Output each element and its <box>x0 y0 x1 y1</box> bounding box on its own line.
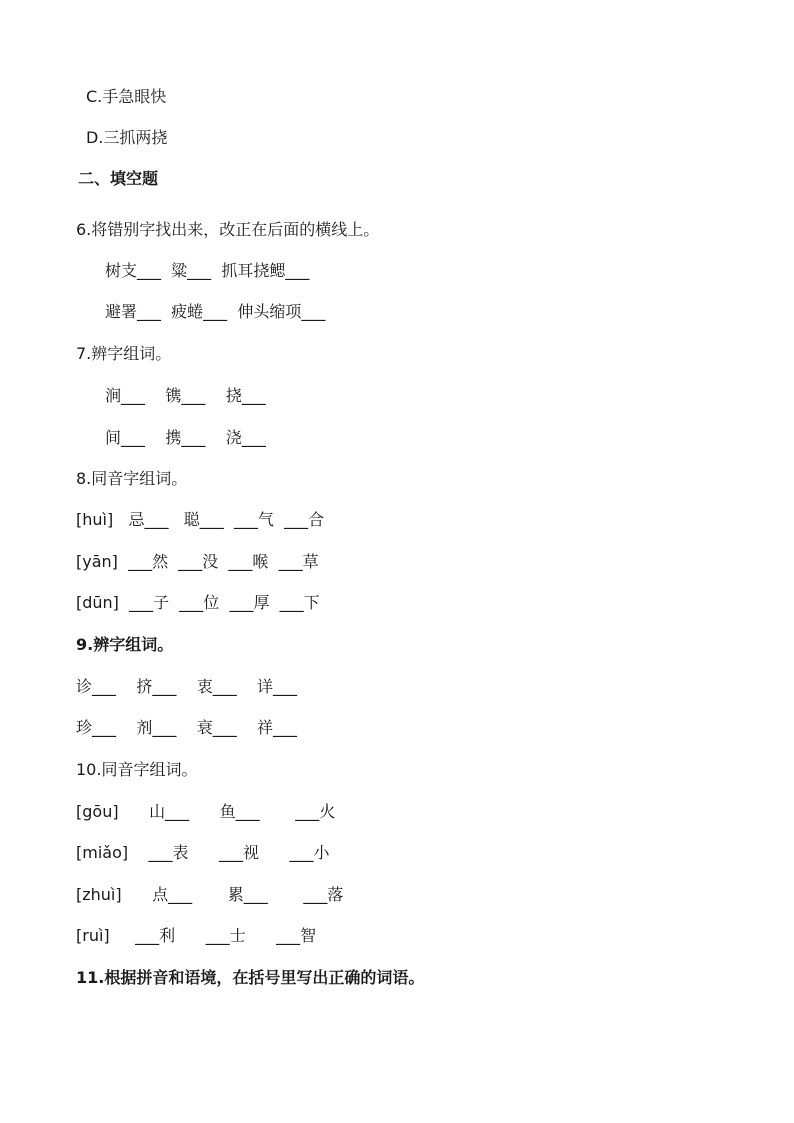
section-heading: 二、填空题 <box>78 169 159 188</box>
question-8-prompt: 8.同音字组词。 <box>76 469 188 488</box>
option-d: D.三抓两挠 <box>86 128 168 147</box>
question-10-row-gou: [gōu] 山___ 鱼___ ___火 <box>76 802 336 821</box>
question-8-row-dun: [dūn] ___子 ___位 ___厚 ___下 <box>76 593 320 612</box>
question-10-row-zhui: [zhuì] 点___ 累___ ___落 <box>76 885 344 904</box>
question-7-row-2: 间___ 携___ 浇___ <box>105 428 266 447</box>
question-6-prompt: 6.将错别字找出来，改正在后面的横线上。 <box>76 220 380 239</box>
question-10-row-rui: [ruì] ___利 ___士 ___智 <box>76 926 317 945</box>
question-6-row-2: 避署___ 疲蜷___ 伸头缩项___ <box>105 302 326 321</box>
question-11-prompt: 11.根据拼音和语境，在括号里写出正确的词语。 <box>76 968 425 987</box>
question-6-row-1: 树支___ 粱___ 抓耳挠鳃___ <box>105 261 310 280</box>
question-9-row-2: 珍___ 剂___ 衰___ 祥___ <box>76 718 298 737</box>
question-10-prompt: 10.同音字组词。 <box>76 760 198 779</box>
option-c: C.手急眼快 <box>86 87 167 106</box>
question-8-row-hui: [huì] 忌___ 聪___ ___气 ___合 <box>76 510 325 529</box>
question-8-row-yan: [yān] ___然 ___没 ___喉 ___草 <box>76 552 319 571</box>
question-10-row-miao: [miǎo] ___表 ___视 ___小 <box>76 843 330 862</box>
question-9-prompt: 9.辨字组词。 <box>76 635 174 654</box>
question-7-prompt: 7.辨字组词。 <box>76 344 172 363</box>
question-7-row-1: 涧___ 镌___ 挠___ <box>105 386 266 405</box>
question-9-row-1: 诊___ 挤___ 衷___ 详___ <box>76 677 298 696</box>
